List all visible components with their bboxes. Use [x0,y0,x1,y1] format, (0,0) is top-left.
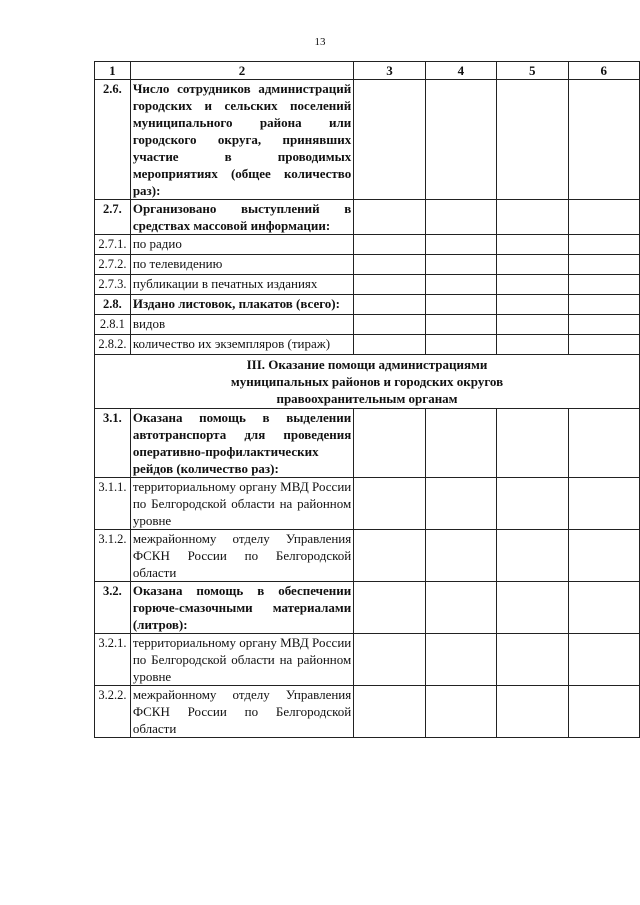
value-cell [354,686,425,738]
value-cell [425,409,496,478]
table-row [95,255,640,275]
header-cell: 2 [130,62,353,80]
section-heading-line: III. Оказание помощи администрациями [246,357,488,372]
value-cell [568,409,639,478]
item-number: 3.1.2. [95,530,131,582]
item-description: Оказана помощь в обеспечении горюче-смазочными материалами (литров): [130,582,353,634]
value-cell [425,634,496,686]
value-cell [497,530,568,582]
value-cell [354,255,425,275]
value-cell [425,80,496,200]
item-number: 2.7.1. [95,235,131,255]
value-cell [568,80,639,200]
value-cell [425,478,496,530]
value-cell [354,80,425,200]
item-number: 2.6. [95,80,131,200]
header-cell: 4 [425,62,496,80]
item-description: межрайонному отделу Управления ФСКН России по Белгородской области [130,530,353,582]
item-description: территориальному органу МВД России по Белгородской области на районном уровне [130,634,353,686]
value-cell [425,582,496,634]
table-row [95,275,640,295]
item-description: публикации в печатных изданиях [130,275,353,295]
value-cell [568,478,639,530]
item-number: 2.7.2. [95,255,131,275]
table-row [95,582,640,634]
table-row [95,295,640,315]
item-description: видов [130,315,353,335]
value-cell [354,295,425,315]
item-number: 3.1. [95,409,131,478]
value-cell [568,235,639,255]
value-cell [568,634,639,686]
table-row [95,335,640,355]
value-cell [497,275,568,295]
table-row [95,315,640,335]
table-header-row [95,62,640,80]
item-number: 2.8. [95,295,131,315]
item-number: 2.7. [95,200,131,235]
item-number: 3.2.1. [95,634,131,686]
table-row [95,200,640,235]
header-cell: 3 [354,62,425,80]
value-cell [354,409,425,478]
value-cell [425,235,496,255]
value-cell [354,275,425,295]
value-cell [568,686,639,738]
value-cell [568,530,639,582]
item-description: Организовано выступлений в средствах массовой информации: [130,200,353,235]
value-cell [497,315,568,335]
item-number: 2.8.1 [95,315,131,335]
value-cell [497,80,568,200]
item-description: по радио [130,235,353,255]
value-cell [497,686,568,738]
item-description: по телевидению [130,255,353,275]
table-row [95,80,640,200]
table-row [95,686,640,738]
header-cell: 6 [568,62,639,80]
item-description: количество их экземпляров (тираж) [130,335,353,355]
value-cell [354,530,425,582]
value-cell [425,200,496,235]
table-row [95,478,640,530]
value-cell [354,582,425,634]
value-cell [354,235,425,255]
value-cell [497,255,568,275]
value-cell [568,582,639,634]
value-cell [497,634,568,686]
item-number: 3.2. [95,582,131,634]
value-cell [354,200,425,235]
item-description: Издано листовок, плакатов (всего): [130,295,353,315]
item-number: 3.2.2. [95,686,131,738]
value-cell [425,255,496,275]
report-table [94,61,640,738]
value-cell [425,530,496,582]
table-row [95,235,640,255]
header-cell: 1 [95,62,131,80]
value-cell [425,315,496,335]
table-row [95,409,640,478]
value-cell [568,275,639,295]
item-number: 2.8.2. [95,335,131,355]
value-cell [568,335,639,355]
value-cell [568,200,639,235]
section-heading-line: правоохранительным органам [276,391,458,406]
value-cell [568,255,639,275]
value-cell [497,478,568,530]
section-heading-line: муниципальных районов и городских округов [230,374,504,389]
value-cell [497,235,568,255]
value-cell [425,295,496,315]
value-cell [568,295,639,315]
item-number: 3.1.1. [95,478,131,530]
value-cell [497,200,568,235]
item-description: Оказана помощь в выделении автотранспорта для проведения оперативно-профилактических рейдов (количество раз): [130,409,353,478]
item-description: межрайонному отделу Управления ФСКН России по Белгородской области [130,686,353,738]
table-row [95,530,640,582]
value-cell [425,686,496,738]
value-cell [497,409,568,478]
value-cell [497,295,568,315]
value-cell [354,634,425,686]
page-number: 13 [314,36,326,48]
value-cell [425,335,496,355]
table-row [95,634,640,686]
value-cell [354,315,425,335]
item-description: Число сотрудников администраций городских и сельских поселений муниципального района или городского округа, принявших участие в проводимых мероприятиях (общее количество раз): [130,80,353,200]
section-heading [95,355,640,409]
header-cell: 5 [497,62,568,80]
value-cell [497,582,568,634]
value-cell [354,478,425,530]
value-cell [354,335,425,355]
section-heading-row [95,355,640,409]
value-cell [497,335,568,355]
item-number: 2.7.3. [95,275,131,295]
value-cell [568,315,639,335]
item-description: территориальному органу МВД России по Белгородской области на районном уровне [130,478,353,530]
value-cell [425,275,496,295]
